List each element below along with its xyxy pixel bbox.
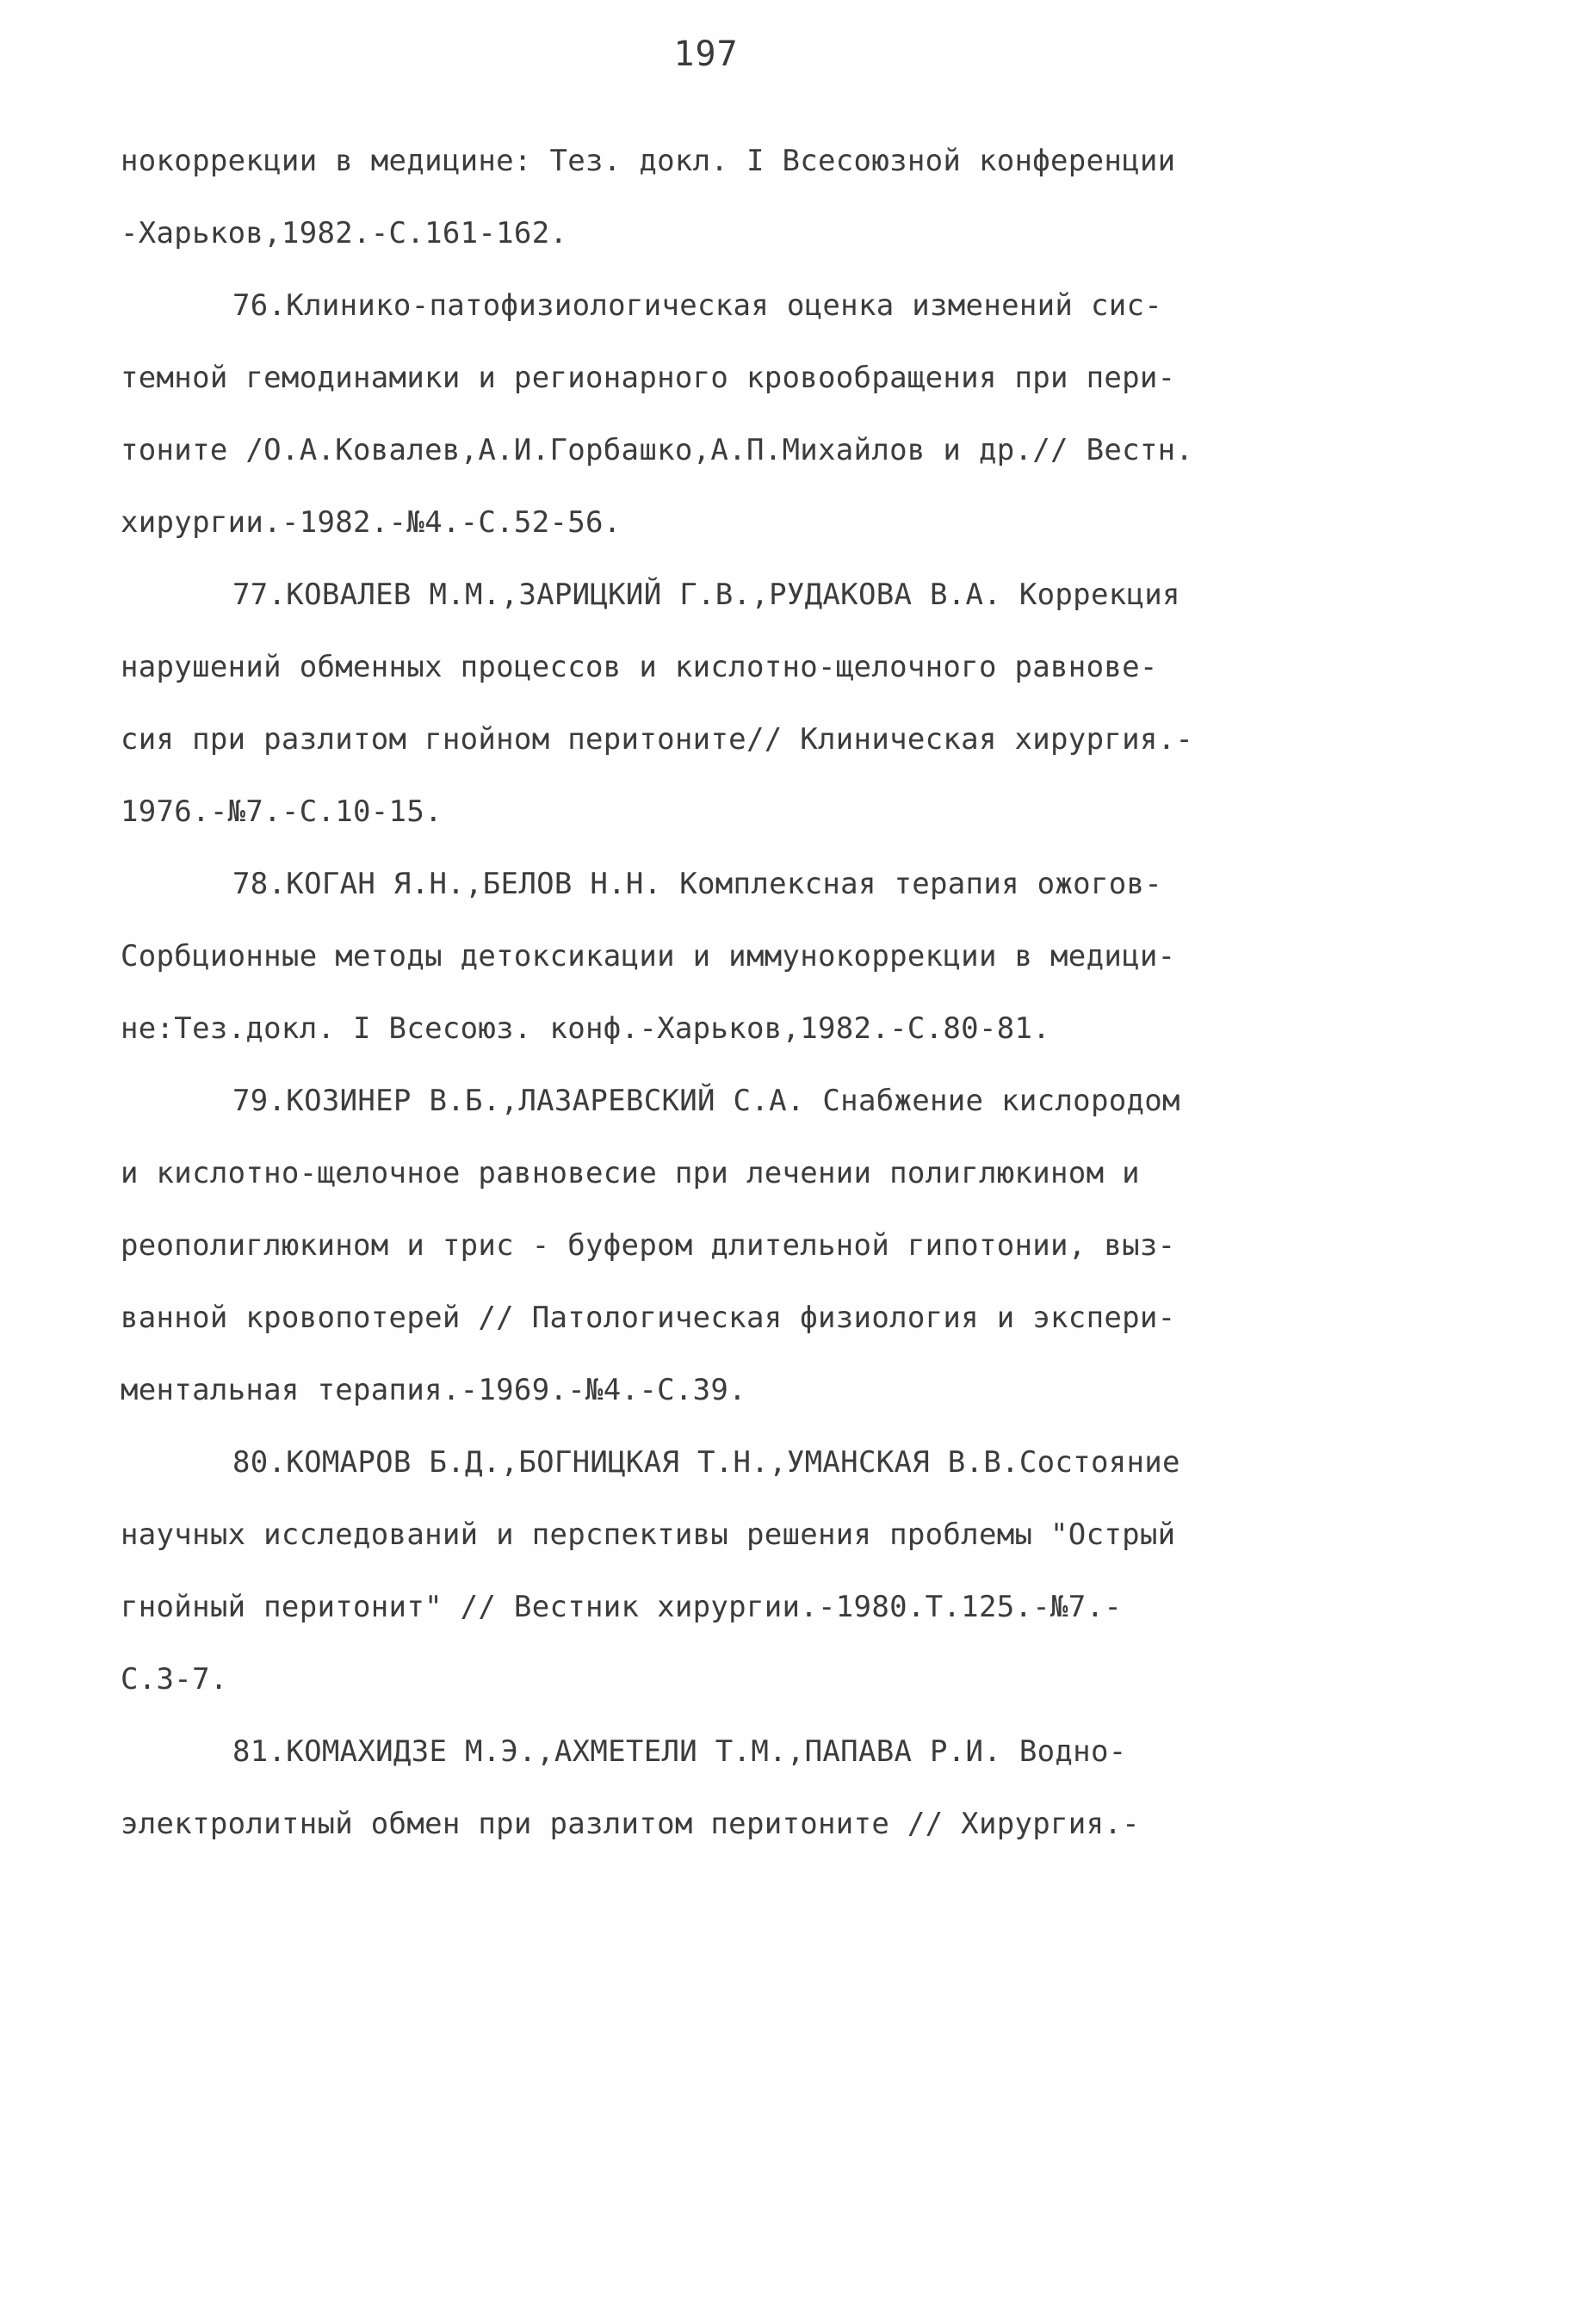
- text-line: научных исследований и перспективы решения проблемы "Острый: [121, 1517, 1176, 1552]
- reference-entry-80: 80.КОМАРОВ Б.Д.,БОГНИЦКАЯ Т.Н.,УМАНСКАЯ В.В.Состояние: [232, 1445, 1180, 1480]
- text-line: реополиглюкином и трис - буфером длительной гипотонии, выз-: [121, 1228, 1176, 1263]
- text-line: 1976.-№7.-С.10-15.: [121, 794, 443, 829]
- text-line: сия при разлитом гнойном перитоните// Клиническая хирургия.-: [121, 722, 1194, 757]
- text-line: Сорбционные методы детоксикации и иммунокоррекции в медици-: [121, 939, 1176, 973]
- text-line: нарушений обменных процессов и кислотно-щелочного равнове-: [121, 650, 1158, 684]
- text-line: хирургии.-1982.-№4.-С.52-56.: [121, 505, 622, 540]
- reference-entry-77: 77.КОВАЛЕВ М.М.,ЗАРИЦКИЙ Г.В.,РУДАКОВА В.А. Коррекция: [232, 578, 1180, 612]
- text-line: -Харьков,1982.-С.161-162.: [121, 216, 568, 250]
- text-line: гнойный перитонит" // Вестник хирургии.-1980.Т.125.-№7.-: [121, 1590, 1123, 1624]
- text-line: и кислотно-щелочное равновесие при лечении полиглюкином и: [121, 1156, 1140, 1190]
- text-line: С.3-7.: [121, 1662, 228, 1697]
- reference-entry-76: 76.Клинико-патофизиологическая оценка изменений сис-: [232, 288, 1163, 323]
- text-line: не:Тез.докл. I Всесоюз. конф.-Харьков,1982.-С.80-81.: [121, 1011, 1051, 1046]
- text-line: темной гемодинамики и регионарного кровообращения при пери-: [121, 361, 1176, 395]
- reference-entry-81: 81.КОМАХИДЗЕ М.Э.,АХМЕТЕЛИ Т.М.,ПАПАВА Р.И. Водно-: [232, 1734, 1127, 1769]
- text-line: ментальная терапия.-1969.-№4.-С.39.: [121, 1373, 746, 1407]
- text-line: нокоррекции в медицине: Тез. докл. I Всесоюзной конференции: [121, 144, 1176, 178]
- bibliography-text: [121, 125, 1446, 1860]
- text-line: электролитный обмен при разлитом перитоните // Хирургия.-: [121, 1807, 1140, 1841]
- reference-entry-79: 79.КОЗИНЕР В.Б.,ЛАЗАРЕВСКИЙ С.А. Снабжение кислородом: [232, 1084, 1180, 1118]
- page-number: 197: [673, 34, 739, 74]
- reference-entry-78: 78.КОГАН Я.Н.,БЕЛОВ Н.Н. Комплексная терапия ожогов-: [232, 867, 1163, 901]
- text-line: ванной кровопотерей // Патологическая физиология и экспери-: [121, 1301, 1176, 1335]
- text-line: тоните /О.А.Ковалев,А.И.Горбашко,А.П.Михайлов и др.// Вестн.: [121, 433, 1194, 467]
